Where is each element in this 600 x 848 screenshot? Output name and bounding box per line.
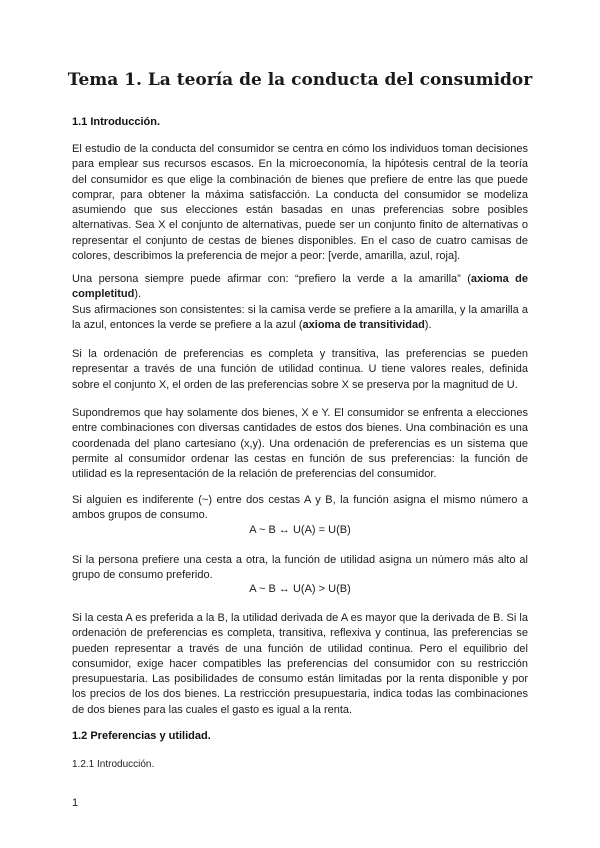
paragraph-completitud bbox=[72, 272, 528, 303]
paragraph-ordenacion: Si la ordenación de preferencias es completa y transitiva, las preferencias se pueden representar a través de una función de utilidad continua. U tiene valores reales, definida sobre el conjunto X, el orden de las preferencias sobre X se preserva por la magnitud de U. bbox=[72, 348, 528, 391]
axiom-transitividad: axioma de transitividad bbox=[302, 319, 425, 332]
section-heading-1-2: 1.2 Preferencias y utilidad. bbox=[72, 730, 211, 742]
paragraph-text: ). bbox=[424, 319, 432, 332]
paragraph-intro: El estudio de la conducta del consumidor se centra en cómo los individuos toman decisiones para emplear sus recursos escasos. En la microeconomía, la hipótesis central de la teoría del consumidor es que elige la combinación de bienes que prefiere de entre las que puede comprar, para obtener la máxima satisfacción. La conducta del consumidor se modeliza asumiendo que sus elecciones están basadas en unas preferencias sobre posibles alternativas. Sea X el conjunto de alternativas, puede ser un conjunto finito de alternativas o representar el conjunto de cestas de bienes disponibles. En el caso de cuatro camisas de colores, describimos la preferencia de mejor a peor: [verde, amarilla, azul, roja]. bbox=[72, 143, 528, 263]
paragraph-dos-bienes: Supondremos que hay solamente dos bienes, X e Y. El consumidor se enfrenta a elecciones entre combinaciones con diversas cantidades de estos dos bienes. Una combinación es una coordenada del plano cartesiano (x,y). Una ordenación de preferencias es un sistema que permite al consumidor ordenar las cestas en función de sus preferencias: la función de utilidad es la representación de la relación de preferencias del consumidor. bbox=[72, 407, 528, 481]
paragraph-transitividad bbox=[72, 303, 528, 334]
axiom-completitud: axioma de completitud bbox=[72, 273, 528, 301]
formula-indiferencia: A ~ B ↔ U(A) = U(B) bbox=[249, 524, 351, 536]
paragraph-indiferencia: Si alguien es indiferente (~) entre dos cestas A y B, la función asigna el mismo número a ambos grupos de consumo. bbox=[72, 494, 528, 522]
paragraph-text: Sus afirmaciones son consistentes: si la camisa verde se prefiere a la amarilla, y la amarilla a la azul, entonces la verde se prefiere a la azul ( bbox=[72, 304, 528, 332]
paragraph-text: ). bbox=[134, 288, 142, 301]
document-title: Tema 1. La teoría de la conducta del consumidor bbox=[67, 70, 533, 90]
paragraph-text: Una persona siempre puede afirmar con: “prefiero la verde a la amarilla” ( bbox=[72, 273, 471, 285]
formula-preferencia: A ~ B ↔ U(A) > U(B) bbox=[249, 583, 351, 595]
paragraph-preferencia: Si la persona prefiere una cesta a otra, la función de utilidad asigna un número más alto al grupo de consumo preferido. bbox=[72, 554, 528, 582]
paragraph-equilibrio: Si la cesta A es preferida a la B, la utilidad derivada de A es mayor que la derivada de B. Si la ordenación de preferencias es completa, transitiva, reflexiva y continua, las preferencias se pueden representar a través de una función de utilidad continua. Pero el equilibrio del consumidor, exige hacer compatibles las preferencias del consumidor con su restricción presupuestaria. Las posibilidades de consumo están limitadas por la renta disponible y por los precios de los dos bienes. La restricción presupuestaria, indica todas las combinaciones de dos bienes para las cuales el gasto es igual a la renta. bbox=[72, 612, 528, 716]
section-heading-1-1: 1.1 Introducción. bbox=[72, 116, 161, 128]
section-heading-1-2-1: 1.2.1 Introducción. bbox=[72, 759, 155, 770]
page-number: 1 bbox=[72, 797, 79, 809]
